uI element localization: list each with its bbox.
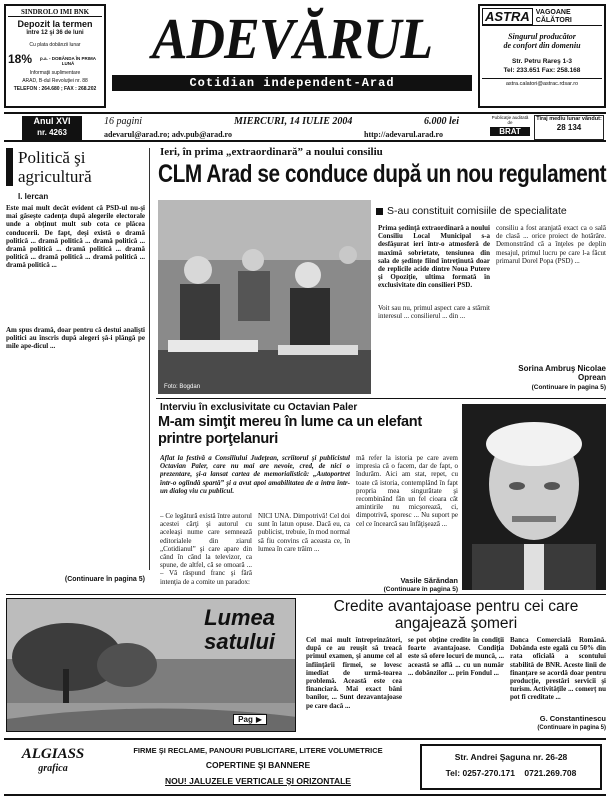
astra-product: VAGOANE CĂLĂTORI xyxy=(535,8,572,24)
main-story-text-lead: Prima şedinţă extraordinară a noului Consiliu Local Municipal s-a desfăşurat ieri într-o atmosferă de maximă sobrietate, tensiunea din sala de şedinţe fiind întreţinută doar de replicile acide dintre Noua Putere şi Opoziţie, ultima formată în exclusivitate din consilieri PSD. xyxy=(378,224,490,290)
credit-story-col-1: Cel mai mult întreprinzători, după ce au reuşit să treacă primul examen, şi anume cel al înfiinţării firmei, se lovesc imediat de urmă-toarea problemă. Această este cea financiară. Mai exact băni banilor, ... Sunt dezavantajoase pe care dacă ... xyxy=(306,636,402,710)
editorial-bar xyxy=(6,148,13,186)
bottom-ad-address: Str. Andrei Şaguna nr. 26-28 xyxy=(454,752,568,762)
astra-slogan-1: Singurul producător xyxy=(508,32,576,41)
editorial-column xyxy=(6,148,150,583)
rule-lower xyxy=(6,594,606,595)
lumea-satului-title-1: Lumea xyxy=(204,605,275,630)
credit-story-col-2: se pot obţine credite în condiţii foarte avantajoase. Condiţia este să ofere locuri de muncă, ... această se află ... cu un număr ... dobânzilor ... prin Fondul ... xyxy=(408,636,504,677)
bottom-ad-phone: Tel: 0257-270.171 0721.269.708 xyxy=(445,768,577,778)
council-meeting-image xyxy=(158,200,371,394)
bank-info: Informaţii suplimentare xyxy=(29,70,81,76)
main-story-text-right: consiliu a fost aranjată exact ca o sală de clasă ... orice proiect de hotărâre. Demonstrând că a înţeles pe deplin mesajul, primul lucru pe care l-a făcut primarul Dorel Popa (PSD) ... xyxy=(496,224,606,265)
right-astra-ad[interactable] xyxy=(478,4,606,108)
algiass-brand: ALGIASS xyxy=(21,746,85,762)
credit-story-byline: G. Constantinescu xyxy=(539,714,606,723)
bottom-ad-line-1: FIRME ŞI RECLAME, PANOURI PUBLICITARE, LITERE VOLUMETRICE xyxy=(133,746,383,755)
circulation-value: 28 134 xyxy=(556,123,582,132)
bank-rate: 18% xyxy=(8,52,33,66)
subhead-text: S-au constituit comisiile de specialitate xyxy=(387,205,567,217)
astra-logo: ASTRA xyxy=(482,8,533,25)
astra-brand-row xyxy=(482,8,602,26)
main-story-byline: Sorina Ambruş Nicolae Oprean xyxy=(518,364,606,382)
main-story-text-body: Voit sau nu, primul aspect care a stârnit interesul ... consilierul ... din ... xyxy=(378,304,490,321)
editorial-text-lead: Este mai mult decât evident că PSD-ul nu-şi mai găseşte cadenţa după alegerile electorale unde a obţinut mult sub cota ce plăcea conducerii. De fapt, deşi există o dramă politică ... dramă politică ... dramă politică ... dramă politică ... dramă politică ... dramă politică ... dramă politică ... dramă politică ... dramă politică ... xyxy=(6,204,145,270)
bottom-ad-line-3: NOU! JALUZELE VERTICALE ŞI ORIZONTALE xyxy=(165,776,351,786)
info-bar xyxy=(4,112,606,142)
arrow-right-icon: ▶ xyxy=(255,715,262,724)
interview-portrait[interactable] xyxy=(462,404,606,590)
astra-address: Str. Petru Rareş 1-3 xyxy=(512,58,572,65)
audit-label: Publicaţie auditată de xyxy=(491,115,529,125)
photo-credit: Foto: Bogdan xyxy=(164,384,201,390)
circulation-box xyxy=(534,115,604,140)
main-story-photo[interactable] xyxy=(158,200,371,394)
interview-kicker: Interviu în exclusivitate cu Octavian Paler xyxy=(160,402,358,413)
bottom-ad-contact xyxy=(420,744,602,790)
issue-number: nr. 4263 xyxy=(37,128,67,137)
bottom-ad[interactable] xyxy=(4,738,606,796)
masthead-title: ADEVĂRUL xyxy=(151,6,433,71)
algiass-logo xyxy=(8,746,98,774)
rule-mid xyxy=(156,398,606,399)
main-story-kicker: Ieri, în prima „extraordinară” a noului consiliu xyxy=(160,146,383,158)
credit-story-col-3: Banca Comercială Română. Dobânda este egală cu 50% din rata oficială a scontului stabilită de BNR. Aceste linii de finanţare se acordă doar pentru producţie, prestări servicii şi turism. Activităţile ... comerţ nu pot fi creditate ... xyxy=(510,636,606,702)
interview-col-2: NICI UNA. Dimpotrivă! Cel doi sunt în latun opuse. Dacă eu, ca publicist, trebuie, în mod normal să fiu convins că aceasta ce, în lumea în care trăim ... xyxy=(258,512,350,553)
editorial-header xyxy=(6,148,145,186)
main-story-continuation[interactable]: (Continuare în pagina 5) xyxy=(531,384,606,391)
credit-story-headline[interactable]: Credite avantajoase pentru cei care angajează şomeri xyxy=(333,598,579,632)
editorial-title: Politică şi agricultură xyxy=(17,148,92,186)
main-story-subhead xyxy=(376,205,606,217)
lumea-satului-panel[interactable] xyxy=(6,598,296,732)
subhead-bullet-icon xyxy=(376,208,383,215)
issue-box xyxy=(22,116,82,140)
issue-price: 6.000 lei xyxy=(424,116,459,127)
editorial-text-body: Am spus dramă, doar pentru că destui analişti politici au înscris după alegeri şă-i plângă pe mile ape-dicul ... xyxy=(6,326,145,351)
editorial-continuation[interactable]: (Continuare în pagina 5) xyxy=(64,576,145,583)
bank-rate-row xyxy=(8,52,102,66)
issue-date: MIERCURI, 14 IULIE 2004 xyxy=(234,116,353,127)
bank-line-1: Depozit la termen xyxy=(17,19,93,29)
bottom-ad-line-2: COPERTINE ŞI BANNERE xyxy=(205,760,311,770)
editorial-author: I. Iercan xyxy=(18,192,49,201)
audit-org: BRAT xyxy=(490,127,530,136)
bank-rate-note: p.a. - DOBÂNDA ÎN PRIMA LUNĂ xyxy=(39,56,97,66)
bank-phone: TELEFON : 264.680 ; FAX : 268.202 xyxy=(13,86,97,92)
contact-emails[interactable]: adevarul@arad.ro; adv.pub@arad.ro xyxy=(104,130,232,139)
lumea-satului-page-link[interactable] xyxy=(233,714,267,725)
credit-story-continuation[interactable]: (Continuare în pagina 5) xyxy=(537,725,606,731)
interview-lead: Aflat la festivă a Consiliului Judeţean, scriitorul şi publicistul Octavian Paler, care nu mai are nevoie, cred, de nici o prezentare, şi-a lansat cartea de memorialistică: „Autoportret într-o oglindă spartă” şi a avut apoi amabilitatea de a intra într-un dialog viu cu publicul. xyxy=(160,454,350,495)
interview-continuation[interactable]: (Continuare în pagina 5) xyxy=(383,586,458,593)
lumea-satului-title-2: satului xyxy=(204,629,275,654)
interview-headline[interactable]: M-am simţit mereu în lume ca un elefant printre porţelanuri xyxy=(158,414,422,447)
circulation-label: Tiraj mediu lunar vândut: xyxy=(536,116,602,122)
bank-brand: SINDROLO IMI BNK xyxy=(8,8,102,17)
interview-byline: Vasile Sărăndan xyxy=(400,576,458,585)
page-count: 16 pagini xyxy=(104,116,143,127)
interview-col-1: – Ce legătură există între autorul acestei cărţi şi autorul cu aceleaşi nume care semnează editorialele din ziarul „Cotidianul” şi care apare din când în când la televizor, ca spune, de altfel, că se omoară ... – Vă răspund franc şi fără intenţia de a comite un paradox: xyxy=(160,512,252,586)
issue-year: Anul XVI xyxy=(33,116,71,126)
main-story-headline[interactable]: CLM Arad se conduce după un nou regulament xyxy=(158,160,607,188)
astra-slogan-2: de confort din domeniu xyxy=(503,41,581,50)
algiass-sub: grafica xyxy=(38,763,68,774)
bank-line-2: între 12 şi 36 de luni xyxy=(26,30,84,36)
left-bank-ad[interactable] xyxy=(4,4,106,108)
bank-line-3: Cu plata dobânzii lunar xyxy=(29,42,81,48)
astra-email: astra.calatori@astrac.rdsar.ro xyxy=(482,78,602,87)
masthead-subtitle: Cotidian independent-Arad xyxy=(112,75,472,91)
audit-box xyxy=(490,115,530,140)
paler-portrait-image xyxy=(462,404,606,590)
bank-address: ARAD, B-dul Revoluţiei nr. 88 xyxy=(22,78,88,84)
website-url[interactable]: http://adevarul.arad.ro xyxy=(364,130,443,139)
interview-col-3: mă refer la istoria pe care avem impresia că o facem, dar de fapt, o îndurăm. Aici am stat, repet, cu toate că istoria, contemplând în fapt propria mea singurătate şi recombinând fân un fel cioara cât amintirile nu micşorează, ci, dimpotrivă, sporesc ... Nu suport pe cel ce încearcă sau înfăţişează ... xyxy=(356,454,458,528)
astra-phone: Tel: 233.651 Fax: 258.168 xyxy=(503,67,581,74)
page-label: Pag xyxy=(238,715,253,724)
